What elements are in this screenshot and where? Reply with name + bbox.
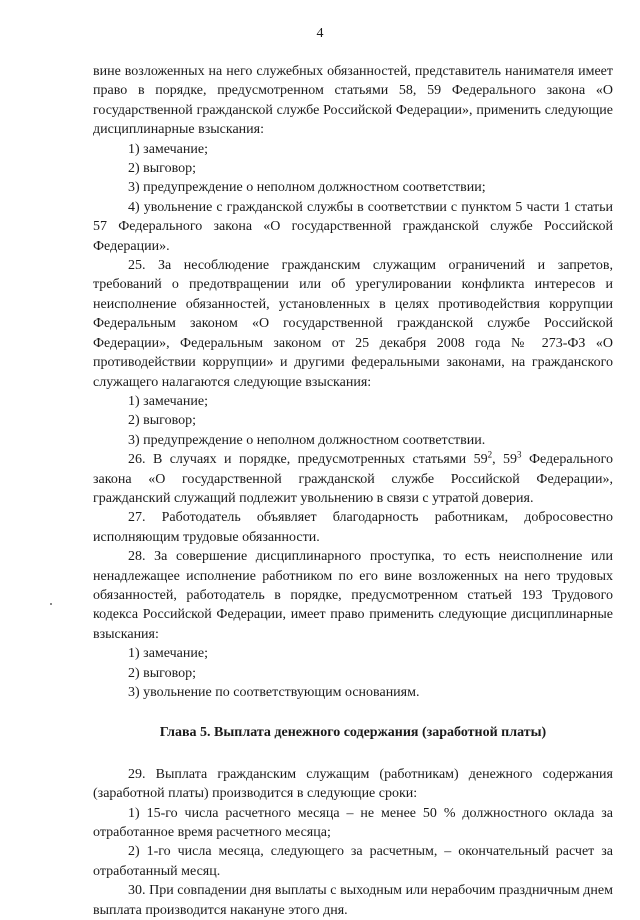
- superscript: 2: [487, 449, 493, 460]
- paragraph-27: 27. Работодатель объявляет благодарность работникам, добросовестно исполняющим трудовые обязанности.: [93, 510, 613, 545]
- list-item: 2) выговор;: [128, 161, 196, 177]
- document-body: [93, 62, 613, 920]
- paragraph-30: 30. При совпадении дня выплаты с выходным или нерабочим праздничным днем выплата производится накануне этого дня.: [93, 883, 613, 918]
- page-number: 4: [316, 26, 324, 41]
- paragraph-28: 28. За совершение дисциплинарного проступка, то есть неисполнение или ненадлежащее исполнение работником по его вине возложенных на него трудовых обязанностей, работодатель в порядке, предусмотренном статьей 193 Трудового кодекса Российской Федерации, имеет право применить следующие дисциплинарные взыскания:: [93, 549, 613, 642]
- paragraph-26-text-a: 26. В случаях и порядке, предусмотренных статьями 59: [128, 452, 488, 468]
- paragraph-26: [93, 450, 613, 508]
- paragraph-continuation: вине возложенных на него служебных обязанностей, представитель нанимателя имеет право в порядке, предусмотренном статьями 58, 59 Федерального закона «О государственной гражданской службе Российской Федерации», применить следующие дисциплинарные взыскания:: [93, 64, 613, 138]
- paragraph-26-text-c: Федерального закона «О государственной гражданской службе Российской Федерации», гражданский служащий подлежит увольнению в связи с утратой доверия.: [93, 452, 613, 506]
- paragraph-29: 29. Выплата гражданским служащим (работникам) денежного содержания (заработной платы) производится в следующие сроки:: [93, 766, 613, 802]
- list-item: 1) 15-го числа расчетного месяца – не менее 50 % должностного оклада за отработанное время расчетного месяца;: [93, 805, 613, 841]
- list-item: 1) замечание;: [128, 393, 208, 409]
- list-item: 2) выговор;: [128, 665, 196, 681]
- superscript: 3: [517, 449, 522, 460]
- list-item: 3) предупреждение о неполном должностном соответствии;: [128, 180, 486, 196]
- chapter-heading: Глава 5. Выплата денежного содержания (заработной платы): [159, 725, 547, 741]
- list-item: 2) 1-го числа месяца, следующего за расчетным, – окончательный расчет за отработанный месяц.: [93, 844, 613, 879]
- scan-speck: [50, 603, 52, 605]
- list-item: 3) предупреждение о неполном должностном соответствии.: [128, 432, 486, 448]
- list-item: 2) выговор;: [128, 413, 196, 429]
- paragraph-26-text-b: , 59: [492, 452, 518, 468]
- list-item: 1) замечание;: [128, 646, 208, 662]
- paragraph-25: 25. За несоблюдение гражданским служащим ограничений и запретов, требований о предотвращении или об урегулировании конфликта интересов и неисполнение обязанностей, установленных в целях противодействия коррупции Федеральным законом «О государственной гражданской службе Российской Федерации», Федеральным законом от 25 декабря 2008 года № 273-ФЗ «О противодействии коррупции» и другими федеральными законами, на гражданского служащего налагаются следующие взыскания:: [93, 258, 613, 390]
- list-item: 4) увольнение с гражданской службы в соответствии с пунктом 5 части 1 статьи 57 Федерального закона «О государственной гражданской службе Российской Федерации».: [93, 199, 613, 254]
- list-item: 3) увольнение по соответствующим основаниям.: [128, 685, 420, 700]
- list-item: 1) замечание;: [128, 141, 208, 157]
